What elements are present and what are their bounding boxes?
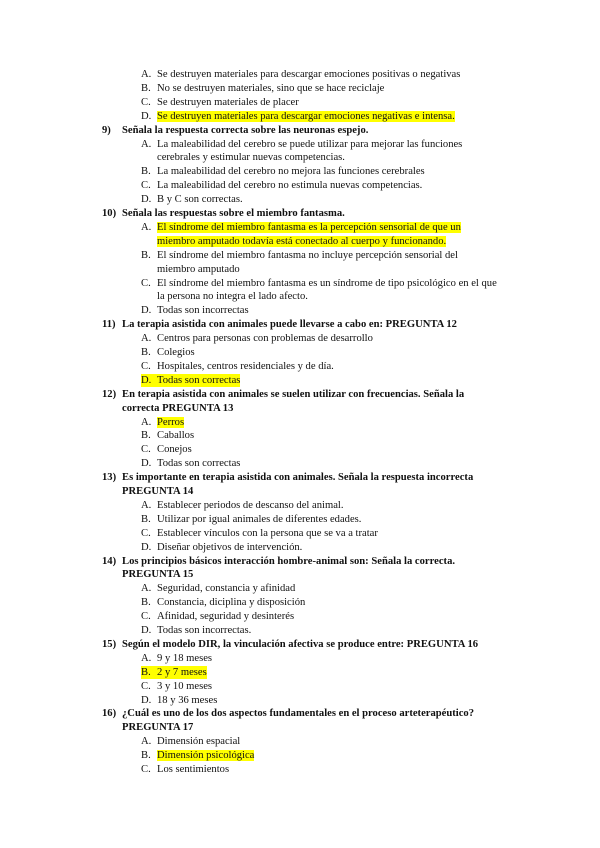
option-letter: D. [141, 110, 152, 122]
question-line [102, 638, 478, 651]
option-letter: A. [141, 69, 152, 80]
answer-option [141, 360, 334, 373]
option-letter: C. [141, 611, 151, 623]
option-letter: B. [141, 430, 151, 442]
option-letter: C. [141, 360, 151, 372]
option-letter: B. [141, 82, 151, 94]
answer-option [141, 68, 460, 81]
option-continuation [157, 151, 345, 164]
option-text: La maleabilidad del cerebro se puede utilizar para mejorar las funciones [157, 138, 463, 150]
option-text: Establecer periodos de descanso del animal. [157, 499, 344, 511]
answer-option [141, 499, 344, 512]
answer-option [141, 416, 184, 429]
option-text: Todas son incorrectas [157, 305, 249, 317]
option-text: 2 y 7 meses [157, 666, 207, 678]
answer-option [141, 735, 240, 748]
answer-option [141, 138, 462, 151]
option-letter: C. [141, 764, 151, 775]
option-text: Caballos [157, 430, 195, 442]
option-letter: D. [141, 374, 152, 386]
answer-option [141, 110, 455, 123]
option-letter: B. [141, 347, 151, 358]
option-text: Los sentimientos [157, 764, 230, 775]
option-continuation [157, 263, 240, 276]
answer-option [141, 527, 378, 540]
option-letter: D. [141, 305, 152, 317]
question-line [102, 555, 455, 568]
question-text: Según el modelo DIR, la vinculación afectiva se produce entre: PREGUNTA 16 [122, 638, 479, 650]
option-text: El síndrome del miembro fantasma no incluye percepción sensorial del [157, 249, 458, 261]
option-text: La maleabilidad del cerebro no mejora las funciones cerebrales [157, 166, 425, 178]
question-text: Es importante en terapia asistida con animales. Señala la respuesta incorrecta [122, 472, 474, 484]
option-text: La maleabilidad del cerebro no estimula nuevas competencias. [157, 180, 423, 192]
question-number: 14) [102, 555, 117, 567]
answer-option [141, 277, 497, 290]
answer-option [141, 193, 243, 206]
option-letter: D. [141, 194, 152, 206]
question-number: 11) [102, 319, 116, 331]
option-text: cerebrales y estimular nuevas competencias. [157, 152, 345, 164]
option-text: Afinidad, seguridad y desinterés [157, 611, 295, 623]
option-text: El síndrome del miembro fantasma es un síndrome de tipo psicológico en el que [157, 277, 497, 289]
question-continuation: PREGUNTA 15 [122, 569, 194, 581]
option-text: Centros para personas con problemas de desarrollo [157, 333, 373, 345]
answer-option [141, 332, 373, 345]
answer-option [141, 457, 240, 470]
option-text: B y C son correctas. [157, 194, 243, 206]
option-text: Se destruyen materiales de placer [157, 96, 299, 108]
option-text: 3 y 10 meses [157, 680, 213, 692]
question-number: 15) [102, 638, 117, 650]
option-letter: B. [141, 666, 151, 678]
answer-option [141, 82, 384, 95]
question-number: 10) [102, 208, 117, 219]
option-text-highlighted: El síndrome del miembro fantasma es la percepción sensorial de que un [157, 221, 461, 233]
option-letter: B. [141, 597, 151, 609]
question-text: La terapia asistida con animales puede llevarse a cabo en: PREGUNTA 12 [122, 319, 457, 331]
answer-option [141, 304, 249, 317]
answer-option [141, 221, 461, 234]
answer-option [141, 694, 217, 707]
question-continuation: correcta PREGUNTA 13 [122, 402, 234, 414]
option-continuation [157, 235, 446, 248]
question-line [102, 124, 368, 137]
option-text: Establecer vínculos con la persona que se va a tratar [157, 527, 378, 539]
answer-option [141, 179, 422, 192]
question-text: ¿Cuál es uno de los dos aspectos fundamentales en el proceso arteterapéutico? [122, 708, 475, 720]
option-text: Seguridad, constancia y afinidad [157, 583, 296, 595]
option-text-highlighted: miembro amputado todavía está conectado al cuerpo y funcionando. [157, 235, 447, 247]
question-line [102, 471, 473, 484]
option-text-highlighted: Se destruyen materiales para descargar emociones negativas e intensa. [157, 110, 455, 122]
question-continuation: PREGUNTA 17 [122, 722, 194, 734]
option-text: miembro amputado [157, 263, 240, 275]
option-letter: B. [141, 166, 151, 178]
answer-option-highlighted [141, 374, 240, 387]
answer-option-highlighted [141, 666, 207, 679]
option-text-highlighted: Dimensión psicológica [157, 750, 255, 762]
option-text: Todas son incorrectas. [157, 625, 252, 636]
option-letter: A. [141, 221, 152, 233]
answer-option [141, 249, 458, 262]
answer-option [141, 96, 299, 109]
option-continuation [157, 290, 308, 303]
option-text: 9 y 18 meses [157, 652, 213, 664]
option-text: Hospitales, centros residenciales y de día. [157, 360, 334, 372]
option-letter: A. [141, 138, 152, 150]
option-letter: A. [141, 652, 152, 664]
answer-option [141, 443, 192, 456]
answer-option [141, 680, 212, 693]
option-letter: A. [141, 736, 152, 748]
option-letter: A. [141, 416, 152, 428]
option-letter: D. [141, 541, 152, 553]
option-text: Colegios [157, 347, 195, 358]
answer-option [141, 596, 305, 609]
option-text: Conejos [157, 444, 192, 456]
question-line [102, 707, 474, 720]
answer-option [141, 429, 194, 442]
option-letter: A. [141, 333, 152, 345]
question-text: Los principios básicos interacción hombre-animal son: Señala la correcta. [122, 555, 456, 567]
question-text: En terapia asistida con animales se suelen utilizar con frecuencias. Señala la [122, 388, 465, 400]
option-letter: B. [141, 750, 151, 762]
option-text: Dimensión espacial [157, 736, 241, 748]
option-text: Todas son correctas [157, 374, 241, 386]
question-line [102, 318, 457, 331]
option-text: Constancia, diciplina y disposición [157, 597, 306, 609]
option-letter: C. [141, 96, 151, 108]
option-text: Todas son correctas [157, 458, 241, 470]
question-text: Señala las respuestas sobre el miembro fantasma. [122, 208, 345, 219]
question-continuation: PREGUNTA 14 [122, 486, 194, 497]
option-letter: B. [141, 513, 151, 525]
question-number: 16) [102, 708, 117, 720]
option-letter: A. [141, 583, 152, 595]
option-text: Se destruyen materiales para descargar emociones positivas o negativas [157, 69, 461, 80]
option-text: Diseñar objetivos de intervención. [157, 541, 303, 553]
answer-option [141, 624, 251, 637]
option-text: Utilizar por igual animales de diferentes edades. [157, 513, 362, 525]
answer-option [141, 763, 229, 776]
option-letter: C. [141, 444, 151, 456]
answer-option [141, 610, 294, 623]
question-number: 13) [102, 472, 117, 484]
question-line [102, 388, 464, 401]
option-letter: B. [141, 249, 151, 261]
question-text: Señala la respuesta correcta sobre las neuronas espejo. [122, 124, 369, 136]
answer-option [141, 513, 361, 526]
option-letter: A. [141, 499, 152, 511]
option-text: 18 y 36 meses [157, 694, 218, 706]
option-text: No se destruyen materiales, sino que se hace reciclaje [157, 82, 385, 94]
question-line [102, 207, 345, 220]
answer-option [141, 749, 254, 762]
option-letter: C. [141, 680, 151, 692]
question-number: 9) [102, 124, 111, 136]
option-letter: D. [141, 458, 152, 470]
question-number: 12) [102, 388, 117, 400]
option-letter: C. [141, 180, 151, 192]
option-letter: D. [141, 625, 152, 636]
answer-option [141, 652, 212, 665]
option-text-highlighted: Perros [157, 416, 185, 428]
answer-option [141, 541, 302, 554]
option-text: la persona no integra el lado afecto. [157, 291, 308, 303]
option-letter: C. [141, 277, 151, 289]
option-letter: C. [141, 527, 151, 539]
answer-option [141, 165, 425, 178]
option-letter: D. [141, 694, 152, 706]
answer-option [141, 346, 195, 359]
answer-option [141, 582, 295, 595]
